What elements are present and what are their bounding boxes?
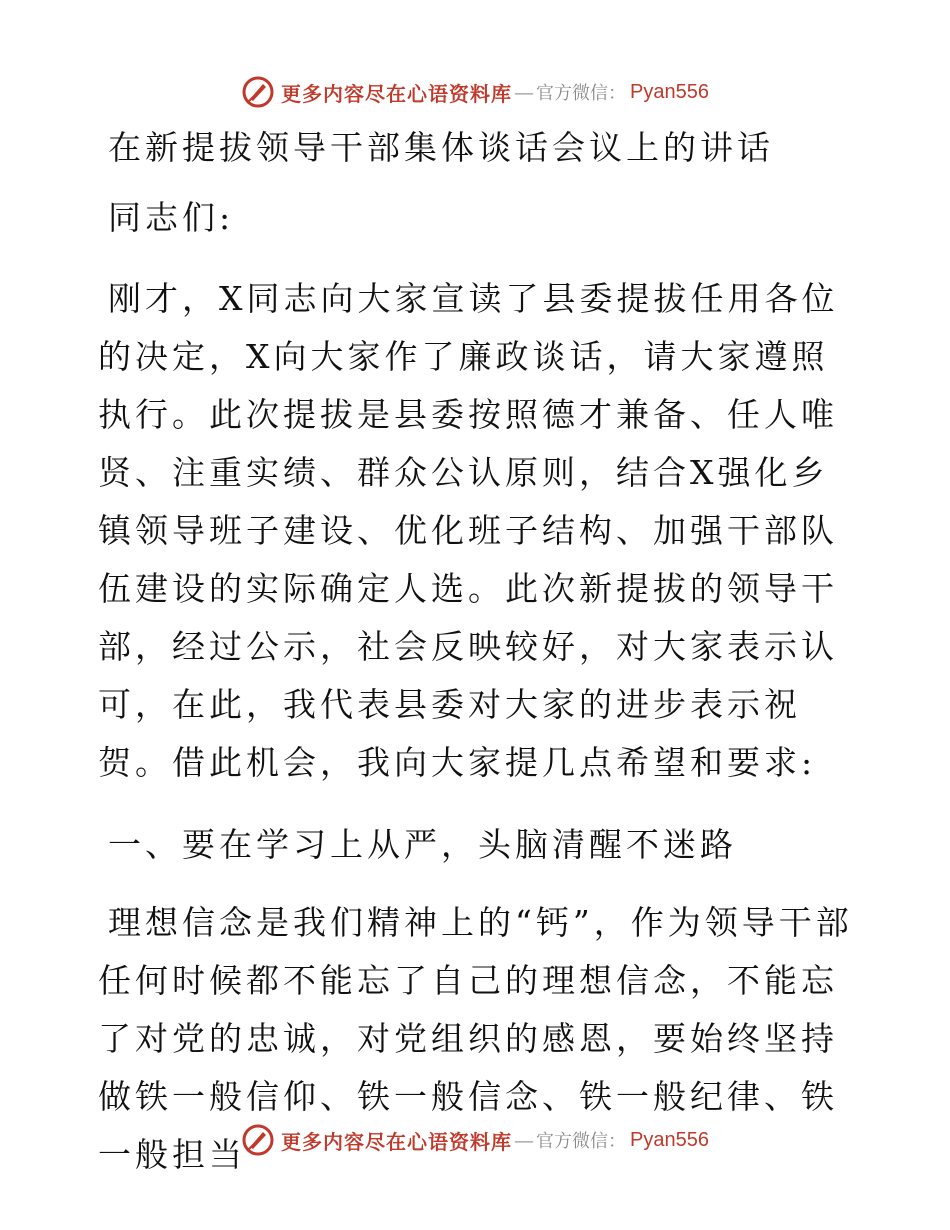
watermark-separator: — [514, 80, 535, 104]
watermark-banner-top [0, 72, 950, 112]
document-body [98, 125, 853, 1184]
paragraph-2: 理想信念是我们精神上的“钙”，作为领导干部任何时候都不能忘了自己的理想信念，不能忘了对党的忠诚，对党组织的感恩，要始终坚持做铁一般信仰、铁一般信念、铁一般纪律、铁一般担当 [98, 903, 853, 1174]
page-title: 在新提拔领导干部集体谈话会议上的讲话 [108, 128, 774, 167]
watermark-banner-bottom [0, 1120, 950, 1160]
watermark-wechat-id: Pyan556 [630, 1128, 709, 1151]
watermark-site-text: 更多内容尽在心语资料库 [281, 1129, 513, 1154]
quill-seal-icon [241, 1123, 275, 1157]
watermark-label: 官方微信： [536, 83, 627, 104]
watermark-wechat-id: Pyan556 [630, 80, 709, 103]
watermark-label: 官方微信： [536, 1131, 627, 1152]
watermark-site-text: 更多内容尽在心语资料库 [281, 81, 513, 106]
quill-seal-icon [241, 75, 275, 109]
greeting: 同志们: [108, 198, 235, 237]
section-heading-1: 一、要在学习上从严，头脑清醒不迷路 [108, 825, 737, 864]
paragraph-1: 刚才，X同志向大家宣读了县委提拔任用各位的决定，X向大家作了廉政谈话，请大家遵照执行。此次提拔是县委按照德才兼备、任人唯贤、注重实绩、群众公认原则，结合X强化乡镇领导班子建设、优化班子结构、加强干部队伍建设的实际确定人选。此次新提拔的领导干部，经过公示，社会反映较好，对大家表示认可，在此，我代表县委对大家的进步表示祝贺。借此机会，我向大家提几点希望和要求: [98, 279, 839, 782]
watermark-separator: — [514, 1128, 535, 1152]
